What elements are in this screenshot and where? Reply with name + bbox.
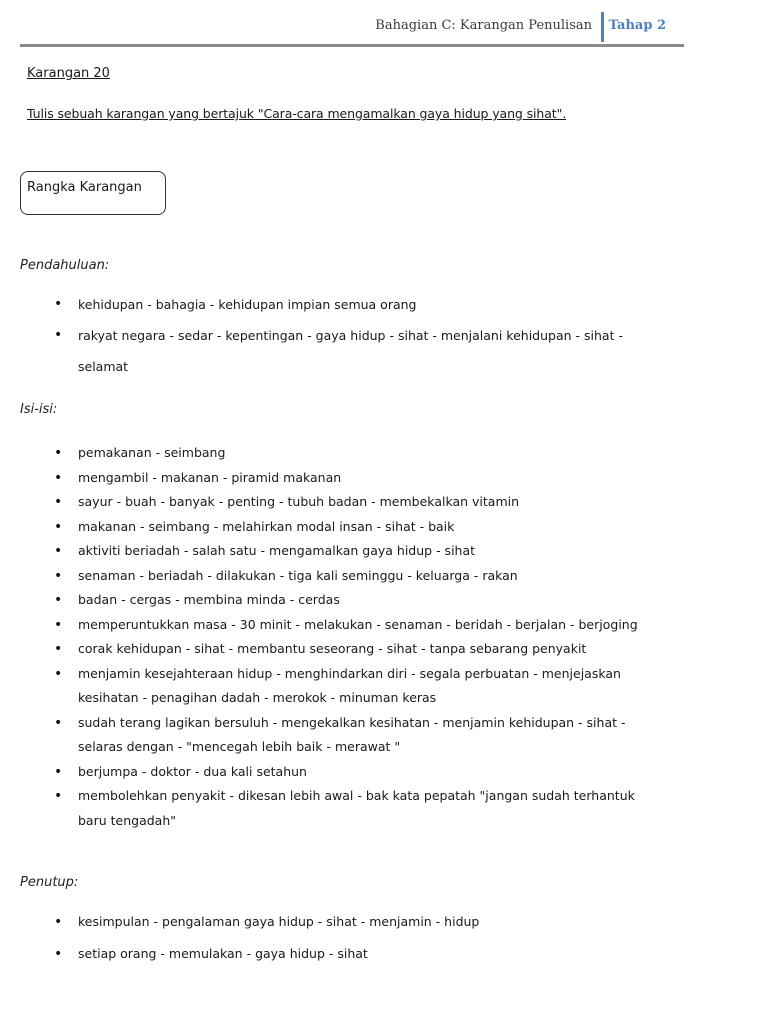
closing-points-list [52,906,662,970]
header-stage-label: Tahap 2 [608,18,666,33]
page-header [20,8,684,47]
list-item: • sudah terang lagikan bersuluh - mengekalkan kesihatan - menjamin kehidupan - sihat - selaras dengan - "mencegah lebih baik - merawat " [52,711,658,760]
outline-label-box [20,171,166,215]
list-item: • kesimpulan - pengalaman gaya hidup - sihat - menjamin - hidup [52,906,662,938]
closing-heading: Penutup: [20,875,79,890]
list-item: • mengambil - makanan - piramid makanan [52,466,662,491]
outline-label: Rangka Karangan [27,180,142,195]
body-points-list [52,441,662,833]
list-item: • setiap orang - memulakan - gaya hidup - sihat [52,938,662,970]
body-heading: Isi-isi: [20,402,58,417]
header-section-title: Bahagian C: Karangan Penulisan [375,18,592,33]
list-item: • aktiviti beriadah - salah satu - mengamalkan gaya hidup - sihat [52,539,662,564]
list-item: • rakyat negara - sedar - kepentingan - gaya hidup - sihat - menjalani kehidupan - sihat - selamat [52,320,658,382]
intro-points-list [52,289,662,382]
intro-heading: Pendahuluan: [20,258,110,273]
list-item: • pemakanan - seimbang [52,441,662,466]
list-item: • kehidupan - bahagia - kehidupan impian semua orang [52,289,662,320]
list-item: • membolehkan penyakit - dikesan lebih awal - bak kata pepatah "jangan sudah terhantuk baru tengadah" [52,784,648,833]
list-item: • makanan - seimbang - melahirkan modal insan - sihat - baik [52,515,662,540]
list-item: • senaman - beriadah - dilakukan - tiga kali seminggu - keluarga - rakan [52,564,662,589]
list-item: • menjamin kesejahteraan hidup - menghindarkan diri - segala perbuatan - menjejaskan kesihatan - penagihan dadah - merokok - minuman keras [52,662,638,711]
list-item: • sayur - buah - banyak - penting - tubuh badan - membekalkan vitamin [52,490,662,515]
essay-number: Karangan 20 [27,66,110,81]
list-item: • memperuntukkan masa - 30 minit - melakukan - senaman - beridah - berjalan - berjoging [52,613,648,638]
list-item: • corak kehidupan - sihat - membantu seseorang - sihat - tanpa sebarang penyakit [52,637,662,662]
header-divider [601,12,604,42]
essay-prompt: Tulis sebuah karangan yang bertajuk "Cara-cara mengamalkan gaya hidup yang sihat". [27,106,567,121]
list-item: • berjumpa - doktor - dua kali setahun [52,760,662,785]
list-item: • badan - cergas - membina minda - cerdas [52,588,662,613]
